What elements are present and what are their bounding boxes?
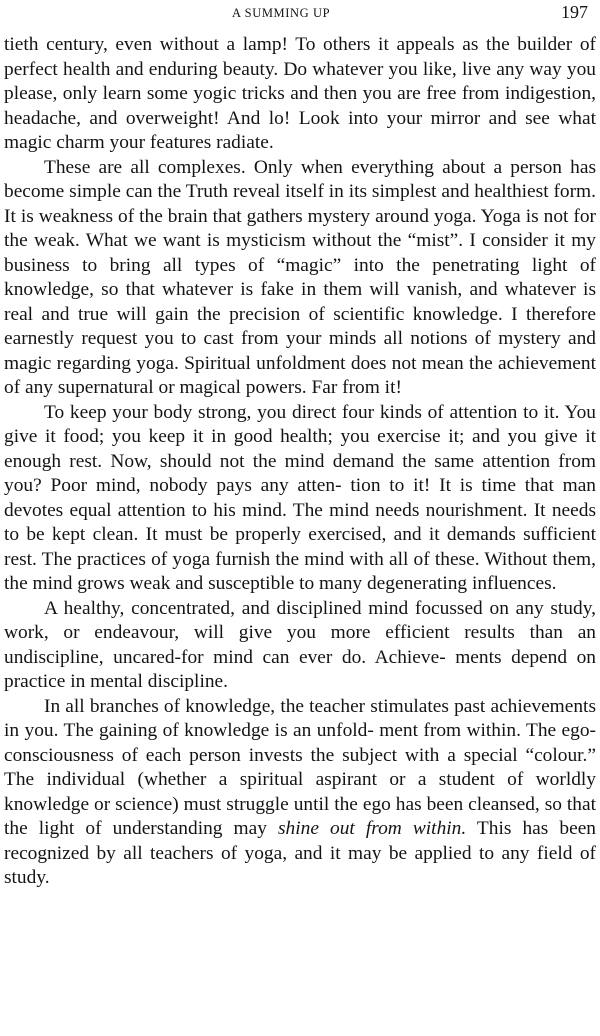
paragraph-5-italic-phrase: shine out from within. <box>278 818 467 839</box>
paragraph-2: These are all complexes. Only when everything about a person has become simple can the Truth reveal itself in its simplest and healthiest form. It is weakness of the brain that gathers mystery around yoga. Yoga is not for the weak. What we want is mysticism without the “mist”. I consider it my business to bring all types of “magic” into the penetrating light of knowledge, so that whatever is fake in them will vanish, and whatever is real and true will gain the precision of scientific knowledge. I therefore earnestly request you to cast from your minds all notions of mystery and magic regarding yoga. Spiritual unfoldment does not mean the achievement of any supernatural or magical powers. Far from it! <box>4 156 596 398</box>
paragraph-5-text-after: This has been recognized by all teachers of yoga, and it may be applied to any field of study. <box>4 818 596 888</box>
paragraph-3: To keep your body strong, you direct four kinds of attention to it. You give it food; you keep it in good health; you exercise it; and you give it enough rest. Now, should not the mind demand the same attention from you? Poor mind, nobody pays any atten- tion to it! It is time that man devotes equal attention to his mind. The mind needs nourishment. It needs to be kept clean. It must be properly exercised, and it demands sufficient rest. The practices of yoga furnish the mind with all of these. Without them, the mind grows weak and susceptible to many degenerating influences. <box>4 401 596 594</box>
paragraph-5 <box>4 695 596 891</box>
running-head-title: A SUMMING UP <box>232 6 331 20</box>
body-text <box>4 33 596 891</box>
page-number: 197 <box>561 2 588 22</box>
paragraph-5-text-before: In all branches of knowledge, the teacher stimulates past achievements in you. The gaining of knowledge is an unfold- ment from within. The ego-consciousness of each person invests the subject with a special “colour.” The individual (whether a spiritual aspirant or a student of worldly knowledge or science) must struggle until the ego has been cleansed, so that the light of understanding may <box>4 695 596 839</box>
paragraph-4: A healthy, concentrated, and disciplined mind focussed on any study, work, or endeavour, will give you more efficient results than an undiscipline, uncared-for mind can ever do. Achieve- ments depend on practice in mental discipline. <box>4 597 596 692</box>
paragraph-1: tieth century, even without a lamp! To others it appeals as the builder of perfect health and enduring beauty. Do whatever you like, live any way you please, only learn some yogic tricks and then you are free from indigestion, headache, and overweight! And lo! Look into your mirror and see what magic charm your features radiate. <box>4 34 596 153</box>
